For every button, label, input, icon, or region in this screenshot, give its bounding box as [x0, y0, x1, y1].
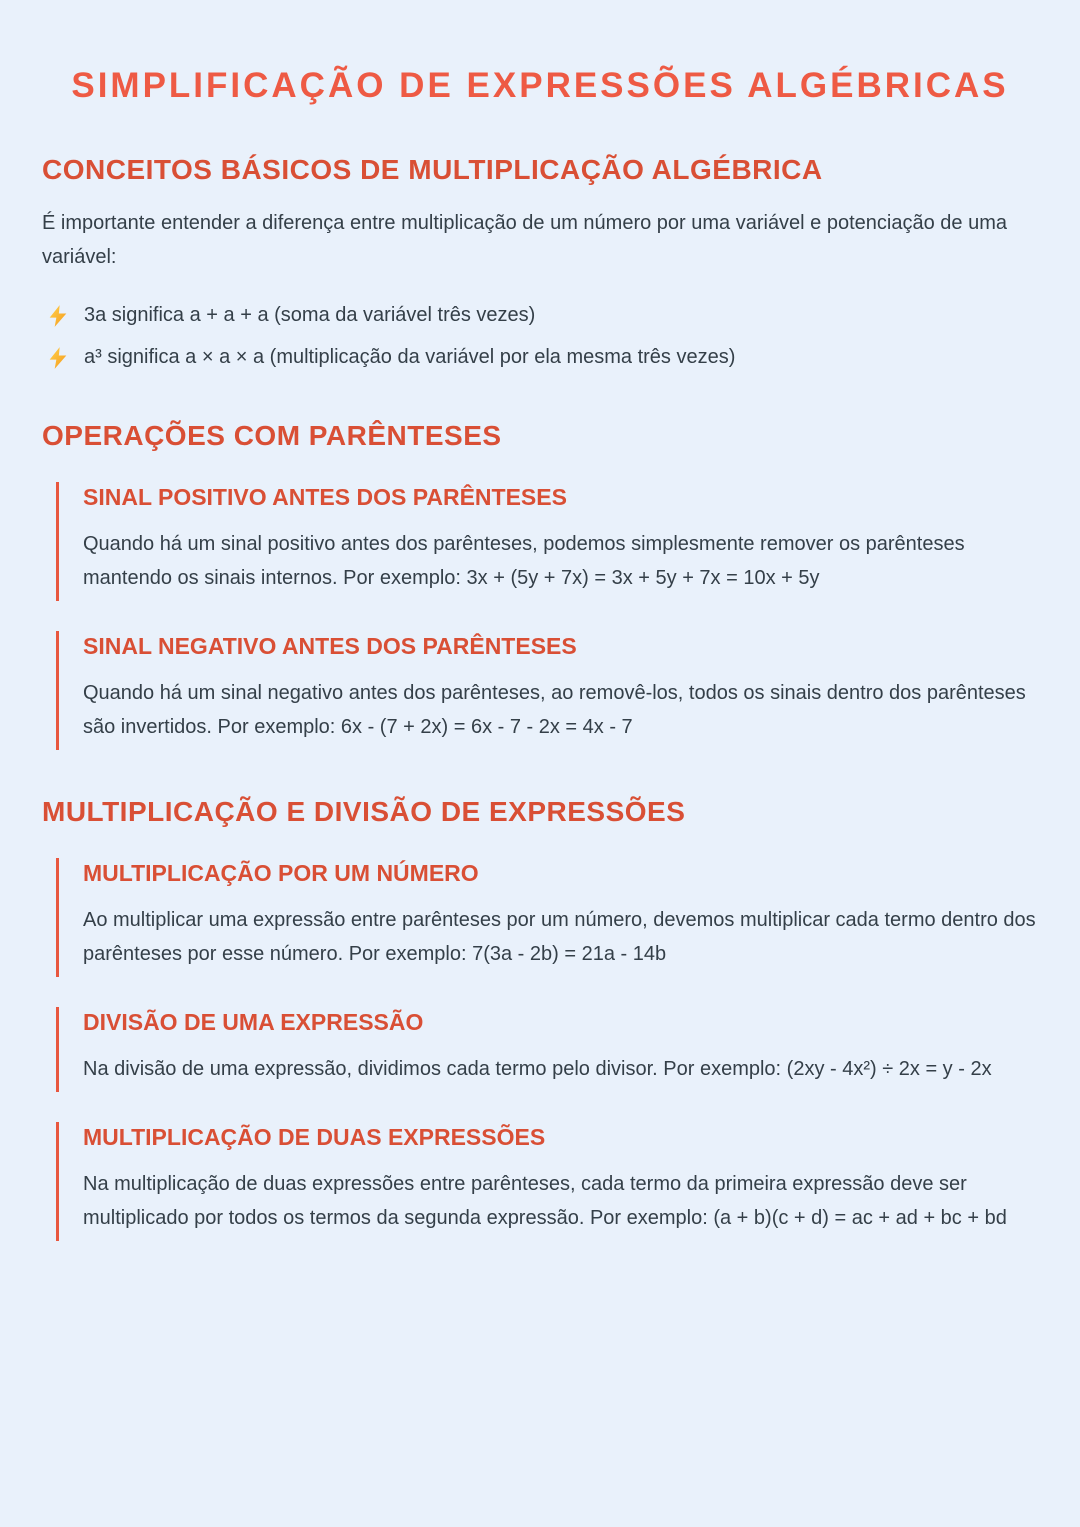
lightning-bolt-icon: [48, 345, 68, 371]
section-heading: CONCEITOS BÁSICOS DE MULTIPLICAÇÃO ALGÉBRICA: [42, 154, 823, 185]
subsection-multiplicacao-numero: [56, 858, 1038, 977]
bullet-list: [42, 298, 1038, 374]
page-title: SIMPLIFICAÇÃO DE EXPRESSÕES ALGÉBRICAS: [71, 66, 1009, 105]
subsection-title: SINAL NEGATIVO ANTES DOS PARÊNTESES: [83, 633, 577, 659]
subsection-body: Ao multiplicar uma expressão entre parênteses por um número, devemos multiplicar cada termo dentro dos parênteses por esse número. Por exemplo: 7(3a - 2b) = 21a - 14b: [83, 909, 1036, 965]
subsection-title: MULTIPLICAÇÃO DE DUAS EXPRESSÕES: [83, 1124, 546, 1150]
subsection-body: Quando há um sinal positivo antes dos parênteses, podemos simplesmente remover os parênteses mantendo os sinais internos. Por exemplo: 3x + (5y + 7x) = 3x + 5y + 7x = 10x + 5y: [83, 533, 965, 589]
subsection-multiplicacao-duas-expressoes: [56, 1122, 1038, 1241]
section-heading: MULTIPLICAÇÃO E DIVISÃO DE EXPRESSÕES: [42, 796, 686, 827]
section-conceitos-basicos: [42, 154, 1038, 374]
bullet-text: 3a significa a + a + a (soma da variável três vezes): [84, 304, 536, 326]
lightning-bolt-icon: [48, 303, 68, 329]
section-operacoes-parenteses: [42, 420, 1038, 750]
bullet-text: a³ significa a × a × a (multiplicação da variável por ela mesma três vezes): [84, 346, 736, 368]
subsection-title: MULTIPLICAÇÃO POR UM NÚMERO: [83, 860, 479, 886]
intro-paragraph: É importante entender a diferença entre multiplicação de um número por uma variável e potenciação de uma variável:: [42, 212, 1007, 268]
subsection-title: SINAL POSITIVO ANTES DOS PARÊNTESES: [83, 484, 567, 510]
subsection-body: Quando há um sinal negativo antes dos parênteses, ao removê-los, todos os sinais dentro dos parênteses são invertidos. Por exemplo: 6x - (7 + 2x) = 6x - 7 - 2x = 4x - 7: [83, 682, 1026, 738]
section-multiplicacao-divisao: [42, 796, 1038, 1241]
subsection-divisao-expressao: [56, 1007, 1038, 1092]
subsection-body: Na divisão de uma expressão, dividimos cada termo pelo divisor. Por exemplo: (2xy - 4x²) ÷ 2x = y - 2x: [83, 1058, 992, 1080]
subsection-body: Na multiplicação de duas expressões entre parênteses, cada termo da primeira expressão deve ser multiplicado por todos os termos da segunda expressão. Por exemplo: (a + b)(c + d) = ac + ad + bc + bd: [83, 1173, 1007, 1229]
subsection-sinal-positivo: [56, 482, 1038, 601]
subsection-title: DIVISÃO DE UMA EXPRESSÃO: [83, 1009, 424, 1035]
list-item: [48, 298, 1038, 332]
list-item: [48, 340, 1038, 374]
subsection-sinal-negativo: [56, 631, 1038, 750]
section-heading: OPERAÇÕES COM PARÊNTESES: [42, 420, 502, 451]
